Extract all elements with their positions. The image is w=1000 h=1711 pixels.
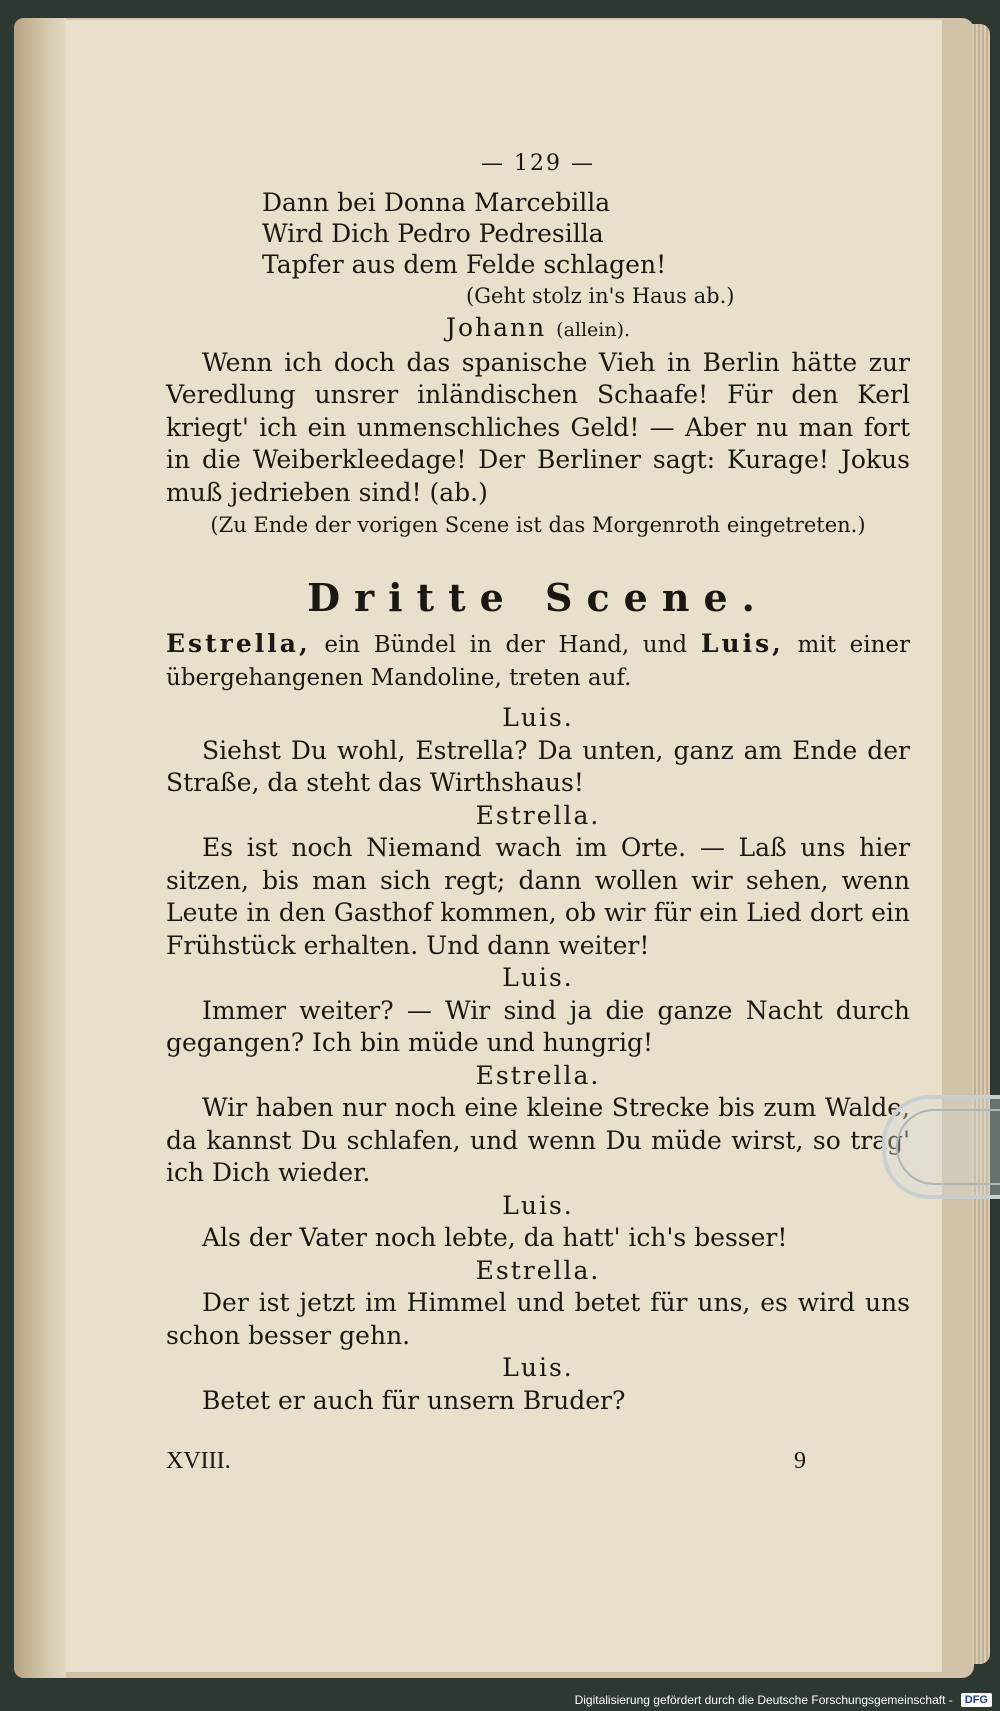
- stage-direction: (Zu Ende der vorigen Scene ist das Morgenroth eingetreten.): [210, 513, 866, 537]
- dialogue-entry: [166, 1352, 910, 1417]
- speaker-name: Luis.: [502, 1353, 574, 1382]
- speaker-name: Estrella.: [475, 1255, 601, 1285]
- intro-text: ein Bündel in der Hand, und: [310, 632, 701, 658]
- dialogue-entry: [166, 962, 910, 1060]
- book-gutter: [14, 18, 66, 1678]
- character-name: Estrella,: [166, 629, 311, 658]
- page-text: [166, 148, 910, 1417]
- page-clip-inner: [896, 1109, 1000, 1185]
- verse-block: [262, 187, 910, 280]
- sheet-number: 9: [794, 1448, 806, 1474]
- page-footer: [166, 1448, 806, 1475]
- dialogue-paragraph: Immer weiter? — Wir sind ja die ganze Nacht durch gegangen? Ich bin müde und hungrig!: [166, 995, 910, 1057]
- signature-mark: XVIII.: [166, 1448, 231, 1474]
- speaker-name: Estrella.: [475, 800, 601, 830]
- stage-direction: (Geht stolz in's Haus ab.): [466, 283, 735, 308]
- verse-line: Wird Dich Pedro Pedresilla: [262, 218, 604, 248]
- speaker-name: Luis.: [502, 703, 574, 732]
- dialogue-entry: [166, 1060, 910, 1190]
- dialogue-entry: [166, 1255, 910, 1353]
- verse-line: Tapfer aus dem Felde schlagen!: [262, 249, 667, 279]
- page-edges: [972, 24, 990, 1664]
- speaker-name: Luis.: [502, 1190, 574, 1220]
- intro-text: mit einer übergehangenen Mandoline, treten auf.: [166, 632, 910, 691]
- speaker-label: Johann: [445, 313, 547, 342]
- speaker-name: Estrella.: [475, 1060, 601, 1090]
- dialogue-paragraph: Als der Vater noch lebte, da hatt' ich's besser!: [202, 1223, 788, 1252]
- character-name: Luis,: [700, 629, 784, 658]
- dialogue-entry: [166, 800, 910, 963]
- book-page: [66, 20, 942, 1672]
- speaker-note: (allein).: [556, 319, 631, 341]
- speaker-name: [166, 312, 910, 347]
- speaker-name: Luis.: [502, 963, 574, 992]
- dialogue-paragraph: Siehst Du wohl, Estrella? Da unten, ganz am Ende der Straße, da steht das Wirthshaus!: [166, 735, 910, 797]
- scene-title: Dritte Scene.: [307, 574, 769, 620]
- dialogue-paragraph: Es ist noch Niemand wach im Orte. — Laß uns hier sitzen, bis man sich regt; dann wollen wir sehen, wenn Leute in den Gasthof kommen, ob wir für ein Lied dort ein Frühstück erhalten. Und dann weiter!: [166, 833, 910, 960]
- page-number-header: — 129 —: [481, 151, 595, 176]
- credit-text: Digitalisierung gefördert durch die Deutsche Forschungsgemeinschaft -: [569, 1691, 959, 1709]
- scene-intro: [166, 628, 910, 694]
- dialogue-paragraph: Betet er auch für unsern Bruder?: [202, 1385, 626, 1415]
- dialogue-entry: [166, 702, 910, 800]
- verse-line: Dann bei Donna Marcebilla: [262, 187, 611, 217]
- dialogue-paragraph: Wenn ich doch das spanische Vieh in Berlin hätte zur Veredlung unsrer inländischen Schaafe! Für den Kerl kriegt' ich ein unmenschliches Geld! — Aber nu man fort in die Weiberkleedage! Der Berliner sagt: Kurage! Jokus muß jedrieben sind! (ab.): [166, 347, 910, 507]
- dialogue-paragraph: Der ist jetzt im Himmel und betet für uns, es wird uns schon besser gehn.: [166, 1288, 910, 1350]
- dialogue-paragraph: Wir haben nur noch eine kleine Strecke bis zum Walde, da kannst Du schlafen, und wenn Du müde wirst, so trag' ich Dich wieder.: [166, 1093, 910, 1187]
- digitization-credit: [0, 1689, 1000, 1711]
- dfg-logo-icon: DFG: [961, 1693, 992, 1707]
- dialogue-entry: [166, 1190, 910, 1255]
- page-clip: [882, 1095, 1000, 1199]
